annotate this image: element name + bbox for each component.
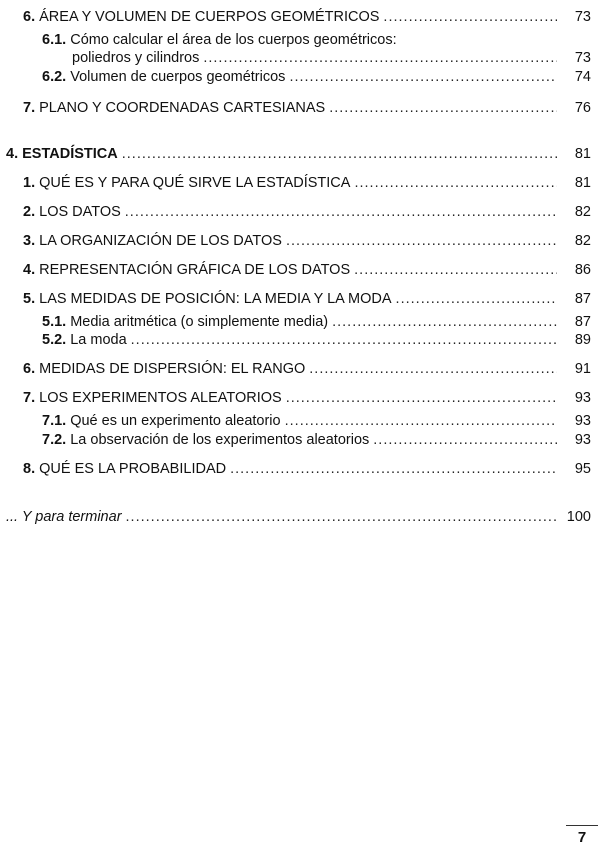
toc-unit-title bbox=[6, 145, 118, 163]
toc-entry-5-2 bbox=[42, 331, 591, 349]
toc-entry-label: LA ORGANIZACIÓN DE LOS DATOS bbox=[39, 233, 282, 249]
toc-page-number: 95 bbox=[574, 461, 591, 477]
toc-entry-label: Qué es un experimento aleatorio bbox=[70, 413, 281, 429]
toc-entry-2 bbox=[23, 203, 591, 221]
toc-page-number: 76 bbox=[574, 100, 591, 116]
dot-leader bbox=[286, 232, 557, 250]
dot-leader bbox=[329, 99, 557, 117]
toc-entry-title bbox=[23, 232, 282, 250]
toc-entry-number: 4. bbox=[23, 262, 36, 278]
toc-entry-title bbox=[42, 331, 127, 349]
toc-entry-number: 8. bbox=[23, 461, 36, 477]
toc-entry-label: ÁREA Y VOLUMEN DE CUERPOS GEOMÉTRICOS bbox=[39, 9, 380, 25]
toc-entry-number: 3. bbox=[23, 233, 36, 249]
toc-entry-title bbox=[23, 389, 282, 407]
footer-page-number: 7 bbox=[577, 829, 587, 846]
toc-entry-title bbox=[23, 360, 305, 378]
toc-entry-6-rango bbox=[23, 360, 591, 378]
toc-entry-8 bbox=[23, 460, 591, 478]
toc-entry-4 bbox=[23, 261, 591, 279]
dot-leader bbox=[354, 174, 557, 192]
dot-leader bbox=[354, 261, 557, 279]
toc-entry-label: LAS MEDIDAS DE POSICIÓN: LA MEDIA Y LA MODA bbox=[39, 291, 392, 307]
toc-entry-3 bbox=[23, 232, 591, 250]
toc-entry-number: 7. bbox=[23, 390, 36, 406]
toc-entry-1 bbox=[23, 174, 591, 192]
toc-entry-label: QUÉ ES Y PARA QUÉ SIRVE LA ESTADÍSTICA bbox=[39, 175, 351, 191]
toc-page-number: 81 bbox=[574, 175, 591, 191]
toc-entry-title bbox=[23, 460, 226, 478]
toc-entry-closing bbox=[6, 508, 591, 526]
toc-entry-6-1-line1 bbox=[42, 31, 397, 49]
toc-entry-label: REPRESENTACIÓN GRÁFICA DE LOS DATOS bbox=[39, 262, 351, 278]
toc-entry-label: La moda bbox=[70, 332, 127, 348]
toc-entry-title bbox=[42, 68, 285, 86]
toc-entry-number: 6. bbox=[23, 9, 36, 25]
toc-entry-number: 5.1. bbox=[42, 314, 67, 330]
toc-entry-title bbox=[42, 431, 369, 449]
toc-entry-6-1-line2 bbox=[72, 49, 591, 67]
toc-entry-title bbox=[23, 290, 392, 308]
dot-leader bbox=[332, 313, 557, 331]
dot-leader bbox=[383, 8, 557, 26]
dot-leader bbox=[131, 331, 557, 349]
toc-entry-7 bbox=[23, 99, 591, 117]
toc-page-number: 73 bbox=[574, 50, 591, 66]
toc-entry-label: LOS DATOS bbox=[39, 204, 121, 220]
toc-entry-label: Volumen de cuerpos geométricos bbox=[70, 69, 286, 85]
toc-entry-number: 5. bbox=[23, 291, 36, 307]
toc-page-number: 86 bbox=[574, 262, 591, 278]
toc-page-number: 81 bbox=[574, 146, 591, 162]
toc-entry-6 bbox=[23, 8, 591, 26]
dot-leader bbox=[122, 145, 557, 163]
toc-page-number: 93 bbox=[574, 390, 591, 406]
dot-leader bbox=[286, 389, 557, 407]
toc-page-number: 93 bbox=[574, 413, 591, 429]
toc-entry-label: La observación de los experimentos aleatorios bbox=[70, 432, 370, 448]
toc-entry-number: 5.2. bbox=[42, 332, 67, 348]
toc-entry-number: 1. bbox=[23, 175, 36, 191]
toc-entry-number: 7. bbox=[23, 100, 36, 116]
toc-unit-number: 4. bbox=[6, 146, 19, 162]
dot-leader bbox=[230, 460, 557, 478]
toc-entry-title bbox=[23, 8, 379, 26]
toc-entry-number: 6.1. bbox=[42, 32, 67, 48]
toc-entry-number: 6. bbox=[23, 361, 36, 377]
toc-entry-7-1 bbox=[42, 412, 591, 430]
toc-entry-label: Cómo calcular el área de los cuerpos geométricos: bbox=[70, 32, 397, 48]
toc-page-number: 89 bbox=[574, 332, 591, 348]
toc-entry-title bbox=[23, 261, 350, 279]
toc-page-number: 74 bbox=[574, 69, 591, 85]
toc-unit-label: ESTADÍSTICA bbox=[22, 146, 118, 162]
toc-entry-label: PLANO Y COORDENADAS CARTESIANAS bbox=[39, 100, 326, 116]
dot-leader bbox=[125, 203, 557, 221]
dot-leader bbox=[285, 412, 557, 430]
toc-entry-6-2 bbox=[42, 68, 591, 86]
toc-entry-label: MEDIDAS DE DISPERSIÓN: EL RANGO bbox=[39, 361, 306, 377]
toc-page-number: 82 bbox=[574, 233, 591, 249]
toc-entry-title bbox=[42, 313, 328, 331]
toc-page-number: 82 bbox=[574, 204, 591, 220]
toc-entry-number: 7.1. bbox=[42, 413, 67, 429]
dot-leader bbox=[396, 290, 557, 308]
dot-leader bbox=[126, 508, 557, 526]
toc-entry-7-2 bbox=[42, 431, 591, 449]
footer-rule bbox=[566, 825, 598, 826]
dot-leader bbox=[289, 68, 557, 86]
toc-entry-title bbox=[42, 412, 281, 430]
toc-entry-number: 7.2. bbox=[42, 432, 67, 448]
toc-entry-label: QUÉ ES LA PROBABILIDAD bbox=[39, 461, 227, 477]
toc-entry-label: LOS EXPERIMENTOS ALEATORIOS bbox=[39, 390, 282, 406]
toc-entry-7-aleatorios bbox=[23, 389, 591, 407]
toc-page-number: 73 bbox=[574, 9, 591, 25]
toc-entry-title bbox=[23, 99, 325, 117]
toc-entry-5-1 bbox=[42, 313, 591, 331]
toc-entry-label: ... Y para terminar bbox=[6, 509, 122, 525]
toc-unit-4 bbox=[6, 145, 591, 163]
toc-entry-5 bbox=[23, 290, 591, 308]
toc-page-number: 93 bbox=[574, 432, 591, 448]
toc-page-number: 100 bbox=[566, 509, 591, 525]
toc-entry-label: Media aritmética (o simplemente media) bbox=[70, 314, 329, 330]
toc-page-number: 91 bbox=[574, 361, 591, 377]
dot-leader bbox=[309, 360, 557, 378]
dot-leader bbox=[203, 49, 557, 67]
toc-entry-title bbox=[23, 203, 121, 221]
toc-entry-label: poliedros y cilindros bbox=[72, 50, 200, 66]
toc-page-number: 87 bbox=[574, 314, 591, 330]
toc-entry-number: 6.2. bbox=[42, 69, 67, 85]
toc-entry-title bbox=[23, 174, 350, 192]
toc-page-number: 87 bbox=[574, 291, 591, 307]
toc-entry-number: 2. bbox=[23, 204, 36, 220]
dot-leader bbox=[373, 431, 557, 449]
